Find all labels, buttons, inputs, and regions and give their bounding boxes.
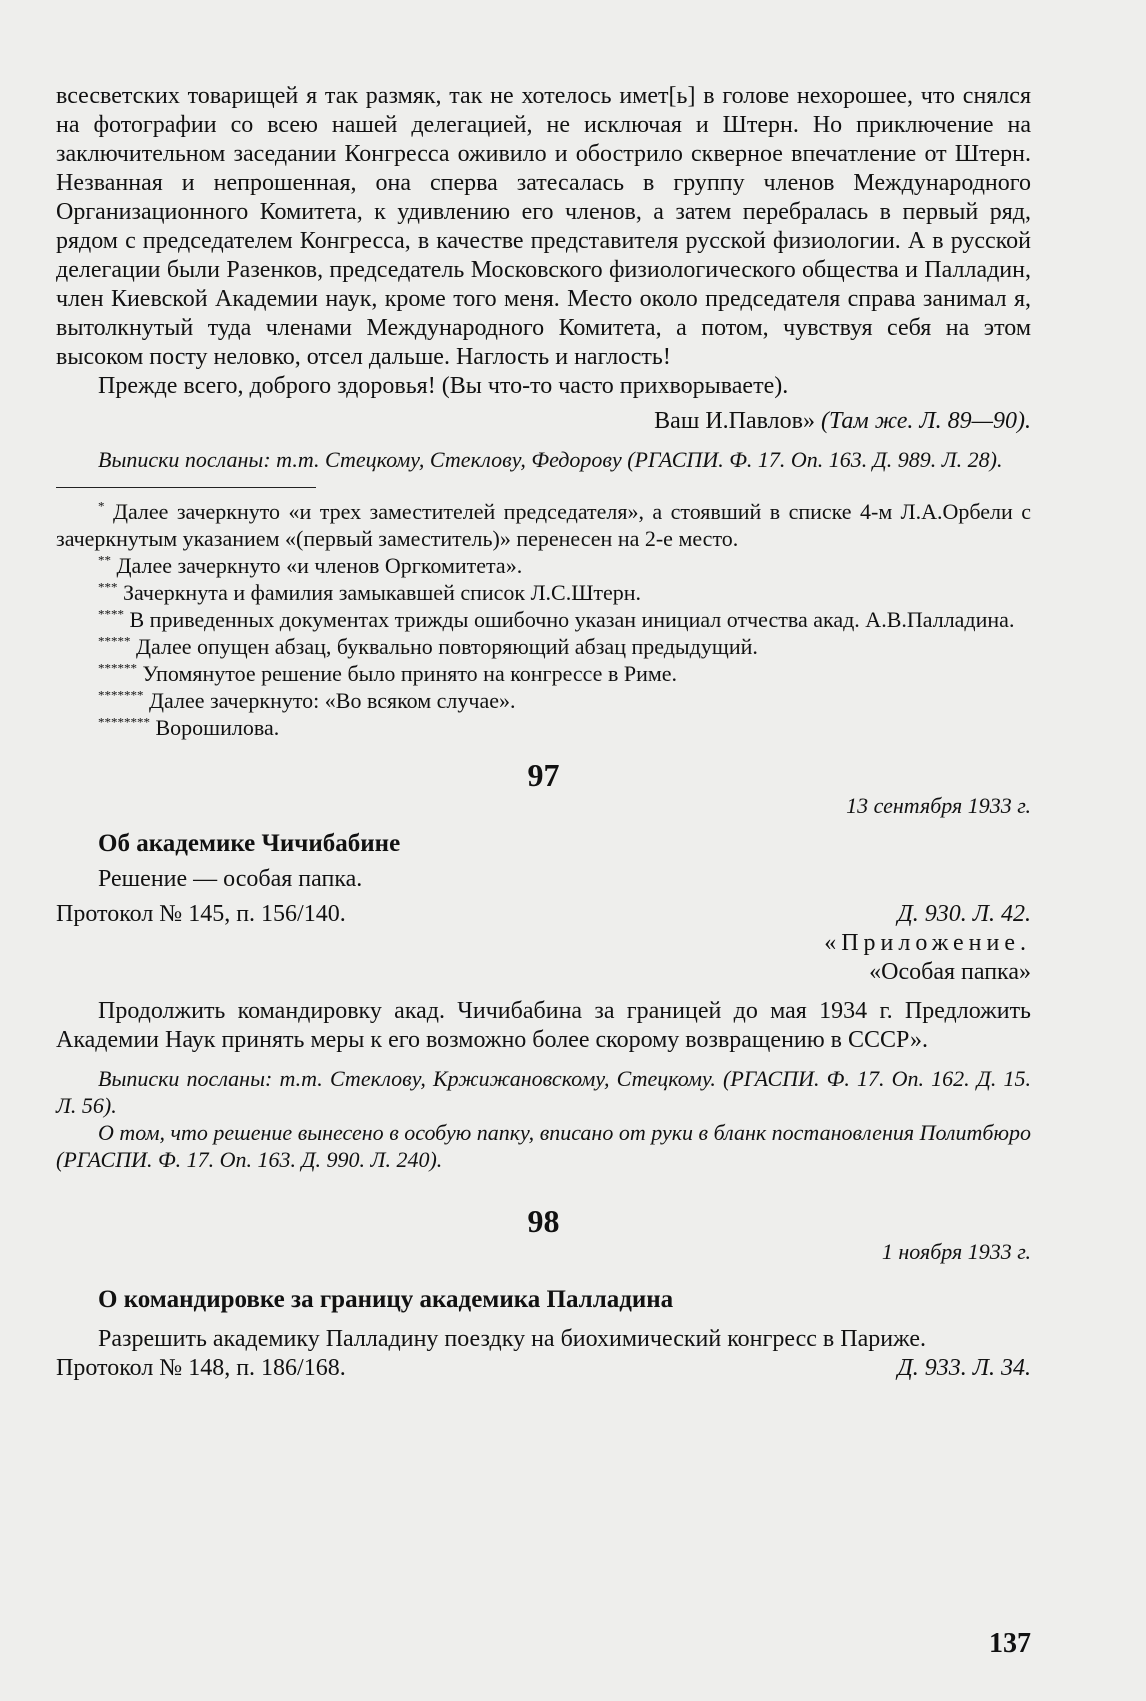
doc97-protocol-row — [56, 900, 1031, 929]
footnotes — [56, 498, 1031, 741]
doc98-text: Разрешить академику Палладину поездку на биохимический конгресс в Париже. — [98, 1326, 926, 1352]
footnote: ** Далее зачеркнуто «и членов Оргкомитета». — [98, 552, 523, 578]
doc97-source-1: Выписки посланы: т.т. Стеклову, Кржижановскому, Стецкому. (РГАСПИ. Ф. 17. Оп. 162. Д. 15. Л. 56). — [56, 1066, 1031, 1118]
doc98-date: 1 ноября 1933 г. — [881, 1239, 1031, 1264]
footnote: *** Зачеркнута и фамилия замыкавшей список Л.С.Штерн. — [98, 579, 642, 605]
doc97-archive-ref: Д. 930. Л. 42. — [897, 901, 1031, 927]
doc98-number: 98 — [527, 1203, 560, 1239]
letter-paragraph-1: всесветских товарищей я так размяк, так не хотелось имет[ь] в голове нехорошее, что снялся на фотографии со всею нашей делегацией, не исключая и Штерн. Но приключение на заключительном заседании Конгресса оживило и обострило скверное впечатление от Штерн. Незванная и непрошенная, она сперва затесалась в группу членов Международного Организационного Комитета, к удивлению его членов, а затем перебралась в первый ряд, рядом с председателем Конгресса, в качестве представителя русской физиологии. А в русской делегации были Разенков, председатель Московского физиологического общества и Палладин, член Киевской Академии наук, кроме того меня. Место около председателя справа занимал я, вытолкнутый туда членами Международного Комитета, а потом, чувствуя себя на этом высоком посту неловко, отсел дальше. Наглость и наглость! — [56, 83, 1031, 370]
doc97-title: Об академике Чичибабине — [98, 830, 401, 857]
footnote: ******** Ворошилова. — [98, 714, 280, 740]
footnote: ******* Далее зачеркнуто: «Во всяком случае». — [98, 687, 516, 713]
footnote: * Далее зачеркнуто «и трех заместителей председателя», а стоявший в списке 4-м Л.А.Орбели с зачеркнутым указанием «(первый заместитель)» перенесен на 2-е место. — [56, 498, 1032, 551]
letter-source: Выписки посланы: т.т. Стецкому, Стеклову, Федорову (РГАСПИ. Ф. 17. Оп. 163. Д. 989. Л. 28). — [98, 447, 1003, 472]
doc98-archive-ref: Д. 933. Л. 34. — [897, 1355, 1031, 1381]
doc98-protocol-row — [56, 1354, 1031, 1383]
doc97-protocol: Протокол № 145, п. 156/140. — [56, 901, 346, 927]
doc97-appendix-label: «Приложение. — [824, 930, 1031, 956]
footnote-divider — [56, 487, 316, 488]
doc98-title: О командировке за границу академика Палладина — [98, 1286, 674, 1313]
footnote: ****** Упомянутое решение было принято на конгрессе в Риме. — [98, 660, 678, 686]
doc98-protocol: Протокол № 148, п. 186/168. — [56, 1355, 346, 1381]
doc97-number: 97 — [527, 757, 560, 793]
signature-name: Ваш И.Павлов» — [654, 408, 815, 434]
letter-paragraph-2: Прежде всего, доброго здоровья! (Вы что-то часто прихворываете). — [98, 373, 789, 399]
doc97-source-2: О том, что решение вынесено в особую папку, вписано от руки в бланк постановления Политбюро (РГАСПИ. Ф. 17. Оп. 163. Д. 990. Л. 240). — [56, 1120, 1031, 1172]
page-number: 137 — [989, 1628, 1031, 1659]
letter-signature — [56, 407, 1031, 436]
footnote: ***** Далее опущен абзац, буквально повторяющий абзац предыдущий. — [98, 633, 758, 659]
doc97-special-folder: «Особая папка» — [869, 959, 1031, 985]
doc97-text: Продолжить командировку акад. Чичибабина за границей до мая 1934 г. Предложить Академии Наук принять меры к его возможно более скорому возвращению в СССР». — [56, 998, 1031, 1053]
doc97-decision: Решение — особая папка. — [98, 866, 363, 892]
signature-reference: (Там же. Л. 89—90). — [820, 408, 1031, 434]
footnote: **** В приведенных документах трижды ошибочно указан инициал отчества акад. А.В.Палладина. — [98, 606, 1015, 632]
doc97-date: 13 сентября 1933 г. — [846, 793, 1031, 818]
